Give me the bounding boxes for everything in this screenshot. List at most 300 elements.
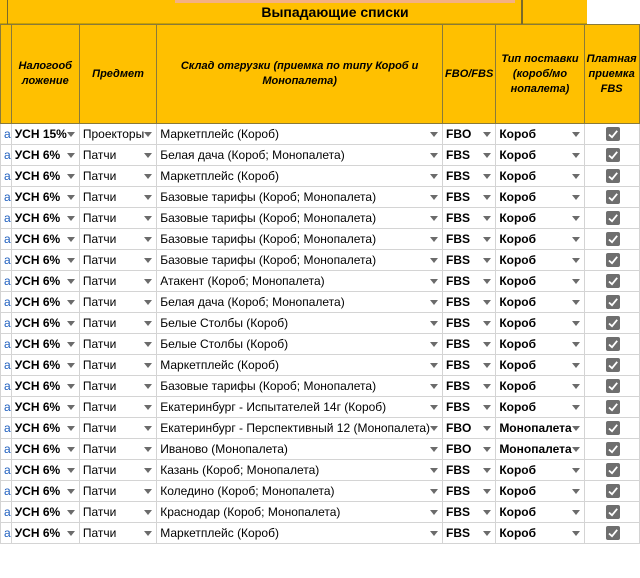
- chevron-down-icon[interactable]: [430, 153, 438, 158]
- chevron-down-icon[interactable]: [430, 279, 438, 284]
- chevron-down-icon[interactable]: [67, 531, 75, 536]
- tax-select[interactable]: [11, 418, 79, 439]
- chevron-down-icon[interactable]: [144, 384, 152, 389]
- chevron-down-icon[interactable]: [572, 153, 580, 158]
- checkmark-icon[interactable]: [606, 232, 620, 246]
- tax-select[interactable]: [11, 229, 79, 250]
- cell-link[interactable]: а: [1, 313, 12, 334]
- chevron-down-icon[interactable]: [572, 237, 580, 242]
- tax-select[interactable]: [11, 124, 79, 145]
- cell-link[interactable]: а: [1, 418, 12, 439]
- warehouse-select[interactable]: [157, 502, 443, 523]
- model-select[interactable]: [443, 271, 496, 292]
- warehouse-select[interactable]: [157, 271, 443, 292]
- checkmark-icon[interactable]: [606, 295, 620, 309]
- subject-select-value: Патчи: [82, 190, 117, 204]
- supply-type-select[interactable]: [496, 439, 584, 460]
- supply-type-select[interactable]: [496, 397, 584, 418]
- subject-select[interactable]: [79, 187, 156, 208]
- subject-select[interactable]: [79, 334, 156, 355]
- chevron-down-icon[interactable]: [483, 321, 491, 326]
- chevron-down-icon[interactable]: [572, 489, 580, 494]
- chevron-down-icon[interactable]: [430, 216, 438, 221]
- model-select[interactable]: [443, 124, 496, 145]
- model-select-value: FBS: [446, 463, 471, 477]
- cell-link[interactable]: а: [1, 376, 12, 397]
- warehouse-select[interactable]: [157, 397, 443, 418]
- chevron-down-icon[interactable]: [144, 237, 152, 242]
- checkmark-icon[interactable]: [606, 274, 620, 288]
- subject-select[interactable]: [79, 229, 156, 250]
- chevron-down-icon[interactable]: [144, 279, 152, 284]
- supply-type-select[interactable]: [496, 145, 584, 166]
- model-select[interactable]: [443, 439, 496, 460]
- chevron-down-icon[interactable]: [430, 489, 438, 494]
- chevron-down-icon[interactable]: [67, 384, 75, 389]
- subject-select-value: Патчи: [82, 316, 117, 330]
- chevron-down-icon[interactable]: [430, 174, 438, 179]
- chevron-down-icon[interactable]: [572, 531, 580, 536]
- supply-type-select[interactable]: [496, 460, 584, 481]
- model-select[interactable]: [443, 523, 496, 544]
- chevron-down-icon[interactable]: [572, 363, 580, 368]
- cell-link[interactable]: а: [1, 145, 12, 166]
- tax-select[interactable]: [11, 523, 79, 544]
- subject-select[interactable]: [79, 292, 156, 313]
- cell-link[interactable]: а: [1, 439, 12, 460]
- supply-type-select[interactable]: [496, 376, 584, 397]
- supply-type-select-value: Короб: [499, 295, 537, 309]
- supply-type-select[interactable]: [496, 187, 584, 208]
- chevron-down-icon[interactable]: [144, 468, 152, 473]
- chevron-down-icon[interactable]: [67, 468, 75, 473]
- cell-link[interactable]: а: [1, 229, 12, 250]
- chevron-down-icon[interactable]: [572, 132, 580, 137]
- chevron-down-icon[interactable]: [572, 300, 580, 305]
- paid-acceptance-cell: [584, 376, 639, 397]
- chevron-down-icon[interactable]: [483, 405, 491, 410]
- chevron-down-icon[interactable]: [144, 300, 152, 305]
- subject-select[interactable]: [79, 208, 156, 229]
- checkmark-icon[interactable]: [606, 127, 620, 141]
- model-select[interactable]: [443, 166, 496, 187]
- warehouse-select[interactable]: [157, 376, 443, 397]
- warehouse-select[interactable]: [157, 229, 443, 250]
- chevron-down-icon[interactable]: [67, 426, 75, 431]
- chevron-down-icon[interactable]: [430, 447, 438, 452]
- tax-select[interactable]: [11, 166, 79, 187]
- subject-select[interactable]: [79, 481, 156, 502]
- chevron-down-icon[interactable]: [572, 342, 580, 347]
- checkmark-icon[interactable]: [606, 379, 620, 393]
- warehouse-select[interactable]: [157, 334, 443, 355]
- subject-select[interactable]: [79, 523, 156, 544]
- chevron-down-icon[interactable]: [430, 363, 438, 368]
- supply-type-select[interactable]: [496, 250, 584, 271]
- chevron-down-icon[interactable]: [67, 258, 75, 263]
- header-subject[interactable]: Предмет: [79, 25, 156, 124]
- chevron-down-icon[interactable]: [144, 531, 152, 536]
- model-select[interactable]: [443, 397, 496, 418]
- chevron-down-icon[interactable]: [430, 132, 438, 137]
- tax-select[interactable]: [11, 145, 79, 166]
- supply-type-select-value: Короб: [499, 211, 537, 225]
- banner-accent-line: [175, 0, 515, 3]
- warehouse-select[interactable]: [157, 166, 443, 187]
- chevron-down-icon[interactable]: [483, 342, 491, 347]
- chevron-down-icon[interactable]: [572, 174, 580, 179]
- chevron-down-icon[interactable]: [483, 468, 491, 473]
- chevron-down-icon[interactable]: [144, 510, 152, 515]
- chevron-down-icon[interactable]: [572, 426, 580, 431]
- chevron-down-icon[interactable]: [430, 384, 438, 389]
- warehouse-select[interactable]: [157, 187, 443, 208]
- tax-select[interactable]: [11, 271, 79, 292]
- paid-acceptance-cell: [584, 355, 639, 376]
- supply-type-select[interactable]: [496, 229, 584, 250]
- chevron-down-icon[interactable]: [67, 405, 75, 410]
- model-select[interactable]: [443, 376, 496, 397]
- model-select[interactable]: [443, 292, 496, 313]
- chevron-down-icon[interactable]: [144, 258, 152, 263]
- chevron-down-icon[interactable]: [483, 216, 491, 221]
- subject-select[interactable]: [79, 124, 156, 145]
- chevron-down-icon[interactable]: [67, 153, 75, 158]
- supply-type-select[interactable]: [496, 523, 584, 544]
- warehouse-select-value: Базовые тарифы (Короб; Монопалета): [160, 211, 377, 225]
- subject-select-value: Патчи: [82, 148, 117, 162]
- supply-type-select[interactable]: [496, 271, 584, 292]
- model-select[interactable]: [443, 481, 496, 502]
- chevron-down-icon[interactable]: [483, 153, 491, 158]
- checkmark-icon[interactable]: [606, 526, 620, 540]
- model-select-value: FBS: [446, 484, 471, 498]
- chevron-down-icon[interactable]: [430, 426, 438, 431]
- warehouse-select-value: Иваново (Монопалета): [160, 442, 288, 456]
- supply-type-select[interactable]: [496, 208, 584, 229]
- table-row: [1, 187, 640, 208]
- cell-link[interactable]: а: [1, 355, 12, 376]
- checkmark-icon[interactable]: [606, 421, 620, 435]
- model-select[interactable]: [443, 418, 496, 439]
- chevron-down-icon[interactable]: [144, 153, 152, 158]
- chevron-down-icon[interactable]: [67, 237, 75, 242]
- chevron-down-icon[interactable]: [144, 342, 152, 347]
- cell-link[interactable]: а: [1, 166, 12, 187]
- model-select[interactable]: [443, 145, 496, 166]
- subject-select-value: Патчи: [82, 274, 117, 288]
- chevron-down-icon[interactable]: [483, 489, 491, 494]
- chevron-down-icon[interactable]: [483, 447, 491, 452]
- checkmark-icon[interactable]: [606, 484, 620, 498]
- header-model[interactable]: FBO/FBS: [443, 25, 496, 124]
- model-select[interactable]: [443, 502, 496, 523]
- supply-type-select[interactable]: [496, 481, 584, 502]
- subject-select-value: Патчи: [82, 379, 117, 393]
- paid-acceptance-cell: [584, 481, 639, 502]
- model-select[interactable]: [443, 229, 496, 250]
- cell-link[interactable]: а: [1, 397, 12, 418]
- checkmark-icon[interactable]: [606, 358, 620, 372]
- chevron-down-icon[interactable]: [67, 174, 75, 179]
- tax-select-value: УСН 6%: [14, 337, 61, 351]
- cell-link[interactable]: а: [1, 481, 12, 502]
- model-select[interactable]: [443, 208, 496, 229]
- cell-link[interactable]: а: [1, 523, 12, 544]
- chevron-down-icon[interactable]: [430, 468, 438, 473]
- chevron-down-icon[interactable]: [483, 174, 491, 179]
- model-select-value: FBS: [446, 337, 471, 351]
- chevron-down-icon[interactable]: [572, 510, 580, 515]
- header-tax[interactable]: Налогооб ложение: [11, 25, 79, 124]
- cell-link[interactable]: а: [1, 250, 12, 271]
- subject-select[interactable]: [79, 313, 156, 334]
- subject-select-value: Патчи: [82, 421, 117, 435]
- tax-select-value: УСН 6%: [14, 295, 61, 309]
- header-paid-acceptance[interactable]: Платная приемка FBS: [584, 25, 639, 124]
- supply-type-select-value: Короб: [499, 463, 537, 477]
- subject-select[interactable]: [79, 376, 156, 397]
- checkmark-icon[interactable]: [606, 505, 620, 519]
- warehouse-select-value: Белые Столбы (Короб): [160, 316, 289, 330]
- table-row: [1, 418, 640, 439]
- chevron-down-icon[interactable]: [67, 132, 75, 137]
- warehouse-select[interactable]: [157, 439, 443, 460]
- chevron-down-icon[interactable]: [572, 384, 580, 389]
- model-select[interactable]: [443, 355, 496, 376]
- supply-type-select[interactable]: [496, 502, 584, 523]
- tax-select[interactable]: [11, 334, 79, 355]
- supply-type-select[interactable]: [496, 334, 584, 355]
- chevron-down-icon[interactable]: [483, 510, 491, 515]
- checkmark-icon[interactable]: [606, 337, 620, 351]
- checkmark-icon[interactable]: [606, 148, 620, 162]
- table-row: [1, 523, 640, 544]
- subject-select[interactable]: [79, 271, 156, 292]
- checkmark-icon[interactable]: [606, 442, 620, 456]
- subject-select[interactable]: [79, 397, 156, 418]
- chevron-down-icon[interactable]: [144, 405, 152, 410]
- supply-type-select[interactable]: [496, 124, 584, 145]
- chevron-down-icon[interactable]: [430, 321, 438, 326]
- subject-select[interactable]: [79, 166, 156, 187]
- chevron-down-icon[interactable]: [144, 174, 152, 179]
- model-select-value: FBS: [446, 316, 471, 330]
- supply-type-select[interactable]: [496, 166, 584, 187]
- checkmark-icon[interactable]: [606, 463, 620, 477]
- chevron-down-icon[interactable]: [144, 321, 152, 326]
- subject-select[interactable]: [79, 355, 156, 376]
- cell-link[interactable]: а: [1, 187, 12, 208]
- chevron-down-icon[interactable]: [430, 300, 438, 305]
- table-row: [1, 145, 640, 166]
- cell-link[interactable]: а: [1, 292, 12, 313]
- chevron-down-icon[interactable]: [483, 531, 491, 536]
- chevron-down-icon[interactable]: [572, 321, 580, 326]
- checkmark-icon[interactable]: [606, 211, 620, 225]
- subject-select[interactable]: [79, 250, 156, 271]
- table-row: [1, 376, 640, 397]
- warehouse-select[interactable]: [157, 313, 443, 334]
- model-select-value: FBO: [446, 421, 472, 435]
- checkmark-icon[interactable]: [606, 316, 620, 330]
- chevron-down-icon[interactable]: [572, 216, 580, 221]
- table-row: [1, 229, 640, 250]
- tax-select[interactable]: [11, 313, 79, 334]
- supply-type-select[interactable]: [496, 355, 584, 376]
- chevron-down-icon[interactable]: [144, 447, 152, 452]
- tax-select[interactable]: [11, 439, 79, 460]
- chevron-down-icon[interactable]: [572, 195, 580, 200]
- table-row: [1, 292, 640, 313]
- subject-select[interactable]: [79, 502, 156, 523]
- model-select-value: FBO: [446, 442, 472, 456]
- cell-link[interactable]: а: [1, 502, 12, 523]
- supply-type-select[interactable]: [496, 418, 584, 439]
- checkmark-icon[interactable]: [606, 253, 620, 267]
- chevron-down-icon[interactable]: [572, 405, 580, 410]
- tax-select-value: УСН 15%: [14, 127, 67, 141]
- subject-select[interactable]: [79, 145, 156, 166]
- chevron-down-icon[interactable]: [144, 132, 152, 137]
- paid-acceptance-cell: [584, 166, 639, 187]
- warehouse-select[interactable]: [157, 460, 443, 481]
- chevron-down-icon[interactable]: [67, 510, 75, 515]
- warehouse-select[interactable]: [157, 523, 443, 544]
- cell-link[interactable]: а: [1, 460, 12, 481]
- chevron-down-icon[interactable]: [430, 531, 438, 536]
- model-select[interactable]: [443, 313, 496, 334]
- supply-type-select-value: Короб: [499, 169, 537, 183]
- chevron-down-icon[interactable]: [483, 363, 491, 368]
- supply-type-select[interactable]: [496, 313, 584, 334]
- chevron-down-icon[interactable]: [483, 132, 491, 137]
- supply-type-select-value: Короб: [499, 484, 537, 498]
- warehouse-select[interactable]: [157, 418, 443, 439]
- supply-type-select-value: Короб: [499, 505, 537, 519]
- checkmark-icon[interactable]: [606, 169, 620, 183]
- tax-select[interactable]: [11, 460, 79, 481]
- model-select-value: FBS: [446, 148, 471, 162]
- chevron-down-icon[interactable]: [144, 426, 152, 431]
- chevron-down-icon[interactable]: [144, 489, 152, 494]
- tax-select[interactable]: [11, 397, 79, 418]
- model-select-value: FBS: [446, 232, 471, 246]
- tax-select[interactable]: [11, 208, 79, 229]
- model-select[interactable]: [443, 250, 496, 271]
- chevron-down-icon[interactable]: [430, 510, 438, 515]
- paid-acceptance-cell: [584, 397, 639, 418]
- header-supply-type[interactable]: Тип поставки (короб/мо нопалета): [496, 25, 584, 124]
- chevron-down-icon[interactable]: [483, 279, 491, 284]
- supply-type-select-value: Короб: [499, 400, 537, 414]
- chevron-down-icon[interactable]: [572, 468, 580, 473]
- chevron-down-icon[interactable]: [572, 279, 580, 284]
- chevron-down-icon[interactable]: [430, 342, 438, 347]
- tax-select[interactable]: [11, 481, 79, 502]
- checkmark-icon[interactable]: [606, 400, 620, 414]
- chevron-down-icon[interactable]: [430, 237, 438, 242]
- chevron-down-icon[interactable]: [483, 384, 491, 389]
- chevron-down-icon[interactable]: [430, 195, 438, 200]
- model-select-value: FBS: [446, 169, 471, 183]
- chevron-down-icon[interactable]: [430, 258, 438, 263]
- header-col-0[interactable]: [1, 25, 12, 124]
- tax-select[interactable]: [11, 187, 79, 208]
- chevron-down-icon[interactable]: [483, 258, 491, 263]
- chevron-down-icon[interactable]: [67, 447, 75, 452]
- cell-link[interactable]: а: [1, 334, 12, 355]
- tax-select[interactable]: [11, 250, 79, 271]
- chevron-down-icon[interactable]: [67, 489, 75, 494]
- warehouse-select-value: Атакент (Короб; Монопалета): [160, 274, 325, 288]
- tax-select[interactable]: [11, 502, 79, 523]
- chevron-down-icon[interactable]: [483, 237, 491, 242]
- warehouse-select[interactable]: [157, 481, 443, 502]
- tax-select-value: УСН 6%: [14, 358, 61, 372]
- supply-type-select[interactable]: [496, 292, 584, 313]
- supply-type-select-value: Короб: [499, 316, 537, 330]
- chevron-down-icon[interactable]: [483, 195, 491, 200]
- chevron-down-icon[interactable]: [67, 216, 75, 221]
- subject-select[interactable]: [79, 460, 156, 481]
- checkmark-icon[interactable]: [606, 190, 620, 204]
- table-row: [1, 439, 640, 460]
- table-row: [1, 124, 640, 145]
- warehouse-select[interactable]: [157, 355, 443, 376]
- chevron-down-icon[interactable]: [67, 300, 75, 305]
- chevron-down-icon[interactable]: [483, 426, 491, 431]
- chevron-down-icon[interactable]: [144, 363, 152, 368]
- tax-select-value: УСН 6%: [14, 505, 61, 519]
- tax-select[interactable]: [11, 292, 79, 313]
- table-row: [1, 250, 640, 271]
- model-select[interactable]: [443, 460, 496, 481]
- supply-type-select-value: Короб: [499, 190, 537, 204]
- warehouse-select[interactable]: [157, 124, 443, 145]
- tax-select[interactable]: [11, 376, 79, 397]
- chevron-down-icon[interactable]: [144, 216, 152, 221]
- chevron-down-icon[interactable]: [67, 195, 75, 200]
- chevron-down-icon[interactable]: [67, 321, 75, 326]
- cell-link[interactable]: а: [1, 208, 12, 229]
- header-warehouse[interactable]: Склад отгрузки (приемка по типу Короб и Монопалета): [157, 25, 443, 124]
- chevron-down-icon[interactable]: [67, 342, 75, 347]
- chevron-down-icon[interactable]: [572, 447, 580, 452]
- model-select[interactable]: [443, 187, 496, 208]
- chevron-down-icon[interactable]: [430, 405, 438, 410]
- warehouse-select[interactable]: [157, 292, 443, 313]
- warehouse-select[interactable]: [157, 145, 443, 166]
- model-select[interactable]: [443, 334, 496, 355]
- subject-select-value: Патчи: [82, 169, 117, 183]
- chevron-down-icon[interactable]: [572, 258, 580, 263]
- warehouse-select-value: Белые Столбы (Короб): [160, 337, 289, 351]
- warehouse-select-value: Белая дача (Короб; Монопалета): [160, 295, 345, 309]
- chevron-down-icon[interactable]: [144, 195, 152, 200]
- cell-link[interactable]: а: [1, 124, 12, 145]
- subject-select[interactable]: [79, 439, 156, 460]
- table-row: [1, 481, 640, 502]
- chevron-down-icon[interactable]: [67, 363, 75, 368]
- cell-link[interactable]: а: [1, 271, 12, 292]
- chevron-down-icon[interactable]: [483, 300, 491, 305]
- warehouse-select[interactable]: [157, 250, 443, 271]
- warehouse-select[interactable]: [157, 208, 443, 229]
- subject-select[interactable]: [79, 418, 156, 439]
- chevron-down-icon[interactable]: [67, 279, 75, 284]
- tax-select[interactable]: [11, 355, 79, 376]
